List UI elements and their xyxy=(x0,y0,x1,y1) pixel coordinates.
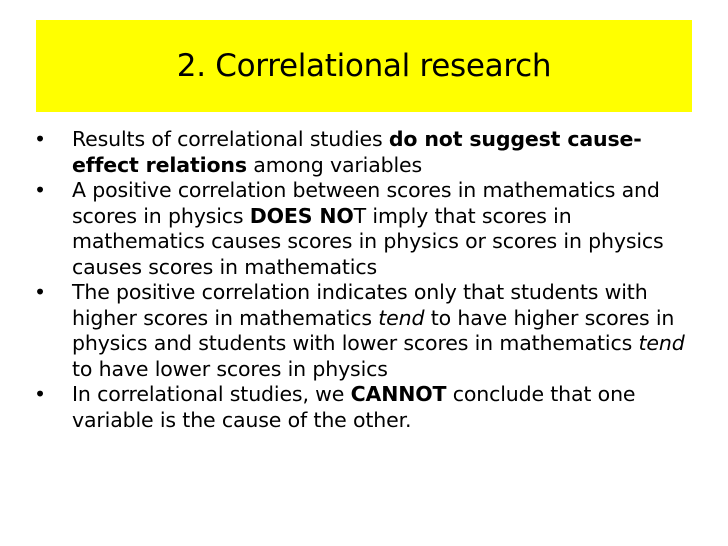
bullet-marker: • xyxy=(34,280,46,304)
bullet-text-segment: Results of correlational studies xyxy=(72,127,389,151)
bullet-item xyxy=(30,127,700,178)
bullet-text-segment: The positive correlation indicates only that students with higher scores in mathematics xyxy=(72,280,648,330)
bullet-text-segment: among variables xyxy=(246,152,423,177)
bullet-text-segment: tend xyxy=(378,305,425,330)
bullet-text-segment: CANNOT xyxy=(350,382,447,406)
bullet-text-segment: DOES NO xyxy=(249,203,354,228)
bullet-text-segment: T imply that scores in mathematics causes scores in physics or scores in physics causes scores in mathematics xyxy=(72,203,664,279)
bullet-text-segment: do not suggest cause-effect relations xyxy=(72,127,642,177)
bullet-marker: • xyxy=(34,127,46,151)
slide-title: 2. Correlational research xyxy=(176,48,552,84)
bullet-text-segment: tend xyxy=(638,331,685,355)
bullet-text-segment: In correlational studies, we xyxy=(72,382,351,406)
bullet-item xyxy=(30,280,700,382)
bullet-item xyxy=(30,382,700,433)
bullet-marker: • xyxy=(34,382,46,406)
bullet-list xyxy=(30,127,700,433)
bullet-text-segment: to have higher scores in physics and students with lower scores in mathematics xyxy=(72,305,675,355)
bullet-text-segment: conclude that one variable is the cause of the other. xyxy=(72,382,636,432)
bullet-marker: • xyxy=(34,178,46,202)
bullet-item xyxy=(30,178,700,280)
title-banner xyxy=(36,20,692,112)
bullet-text-segment: A positive correlation between scores in mathematics and scores in physics xyxy=(72,178,660,228)
bullet-text-segment: to have lower scores in physics xyxy=(72,356,388,381)
